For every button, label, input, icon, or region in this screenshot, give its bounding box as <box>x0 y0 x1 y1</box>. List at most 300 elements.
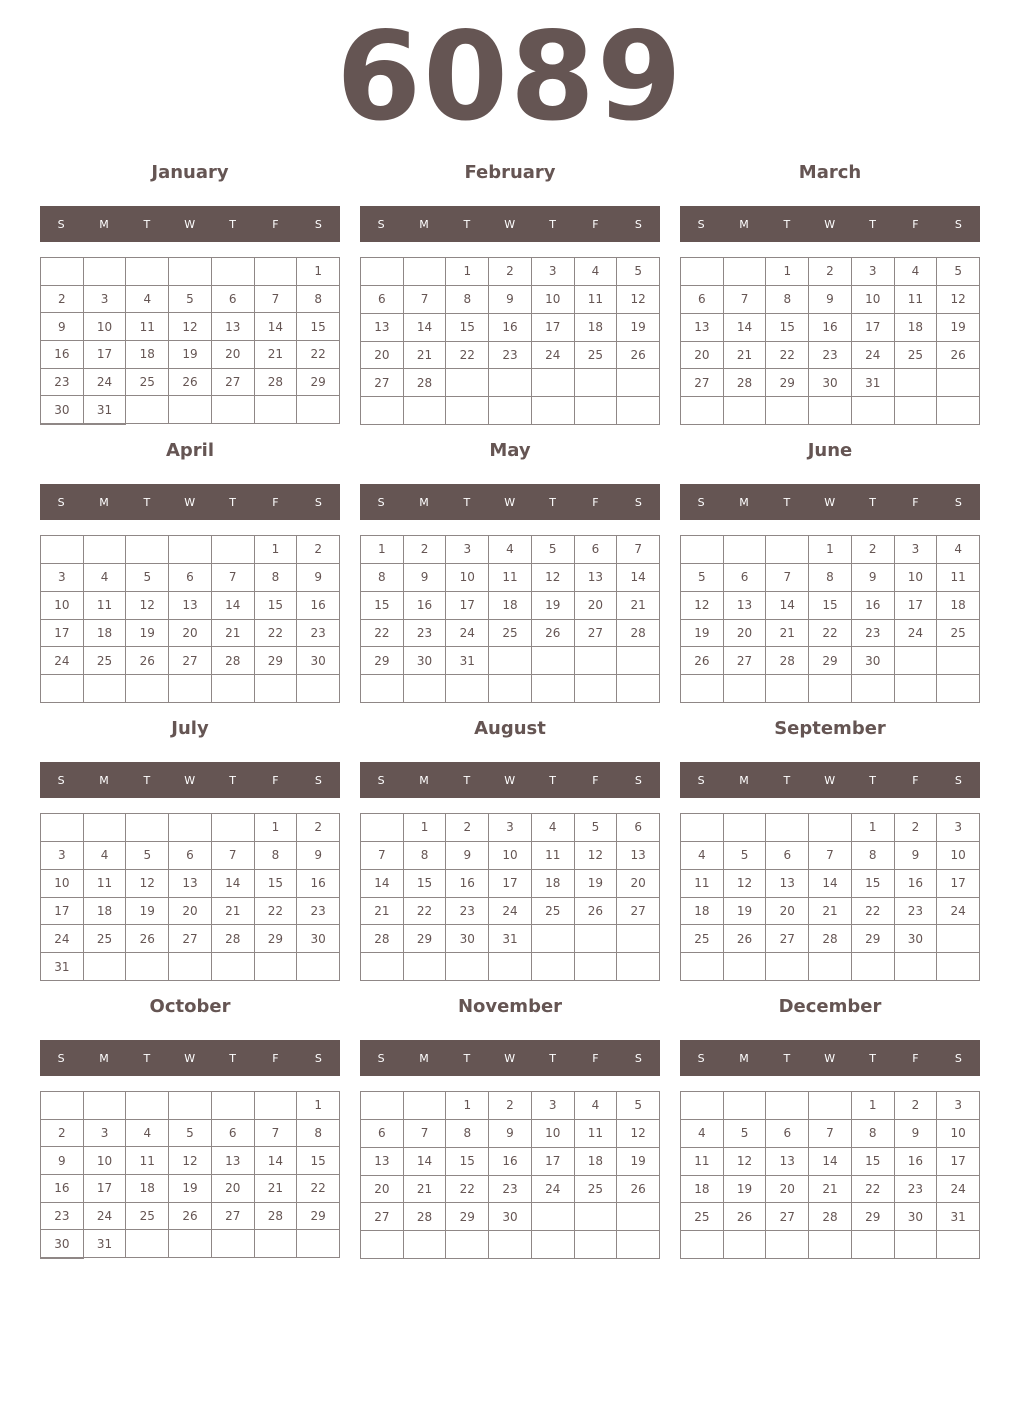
day-cell <box>84 424 127 425</box>
day-cell: 30 <box>446 925 489 953</box>
day-cell: 31 <box>84 396 127 424</box>
day-cell: 1 <box>361 536 404 564</box>
day-cell: 22 <box>852 1176 895 1204</box>
weekday-header <box>40 762 340 798</box>
day-cell: 23 <box>446 898 489 926</box>
day-cell <box>895 1231 938 1259</box>
day-cell <box>126 1230 169 1258</box>
day-cell: 23 <box>297 620 340 648</box>
day-cell: 16 <box>852 592 895 620</box>
day-cell: 4 <box>532 814 575 842</box>
day-grid <box>680 535 980 703</box>
day-cell <box>361 258 404 286</box>
day-cell: 14 <box>809 870 852 898</box>
day-cell: 25 <box>575 342 618 370</box>
day-cell: 19 <box>532 592 575 620</box>
day-cell <box>489 397 532 425</box>
day-cell: 16 <box>489 1148 532 1176</box>
day-cell: 8 <box>297 1120 340 1148</box>
month-april <box>40 439 340 703</box>
day-cell: 17 <box>41 898 84 926</box>
day-cell: 22 <box>404 898 447 926</box>
day-cell <box>41 424 84 425</box>
day-cell: 1 <box>852 1092 895 1120</box>
day-cell: 11 <box>681 870 724 898</box>
day-cell <box>532 647 575 675</box>
day-cell: 3 <box>446 536 489 564</box>
weekday-label: W <box>824 1051 836 1065</box>
day-cell <box>617 953 660 981</box>
day-cell <box>169 814 212 842</box>
day-cell: 16 <box>489 314 532 342</box>
day-cell: 15 <box>852 1148 895 1176</box>
day-cell: 1 <box>297 258 340 286</box>
day-cell <box>681 536 724 564</box>
day-cell <box>766 1092 809 1120</box>
day-cell <box>255 258 298 286</box>
weekday-label: F <box>272 495 280 509</box>
day-cell: 30 <box>404 647 447 675</box>
day-cell: 28 <box>766 647 809 675</box>
day-cell: 15 <box>446 314 489 342</box>
day-cell <box>724 536 767 564</box>
day-grid <box>40 257 340 425</box>
day-cell: 14 <box>766 592 809 620</box>
day-cell <box>809 675 852 703</box>
day-cell: 10 <box>84 1147 127 1175</box>
weekday-header <box>360 206 660 242</box>
weekday-label: M <box>419 495 430 509</box>
day-grid <box>40 1091 340 1259</box>
weekday-label: S <box>57 773 66 787</box>
day-cell: 23 <box>895 898 938 926</box>
day-cell <box>489 369 532 397</box>
day-cell <box>895 397 938 425</box>
day-cell: 18 <box>489 592 532 620</box>
day-cell: 29 <box>255 647 298 675</box>
day-cell: 12 <box>724 870 767 898</box>
day-cell <box>84 258 127 286</box>
day-cell: 16 <box>41 341 84 369</box>
month-name: May <box>489 440 531 461</box>
day-cell: 12 <box>617 286 660 314</box>
day-cell <box>84 953 127 981</box>
weekday-label: S <box>314 1051 323 1065</box>
day-cell: 13 <box>617 842 660 870</box>
day-cell: 25 <box>937 620 980 648</box>
day-cell <box>255 1230 298 1258</box>
day-cell <box>212 396 255 424</box>
day-cell: 9 <box>41 1147 84 1175</box>
day-cell: 6 <box>681 286 724 314</box>
weekday-label: S <box>954 773 963 787</box>
day-cell: 29 <box>297 1203 340 1231</box>
day-cell <box>532 369 575 397</box>
day-cell: 24 <box>41 647 84 675</box>
weekday-label: S <box>377 773 386 787</box>
day-cell <box>937 369 980 397</box>
day-cell <box>212 675 255 703</box>
day-cell: 6 <box>212 286 255 314</box>
day-cell: 28 <box>404 1203 447 1231</box>
weekday-header <box>40 484 340 520</box>
day-cell: 14 <box>255 1147 298 1175</box>
day-cell: 11 <box>126 1147 169 1175</box>
day-cell: 20 <box>361 342 404 370</box>
weekday-label: M <box>99 1051 110 1065</box>
weekday-label: T <box>869 217 877 231</box>
day-cell: 18 <box>575 1148 618 1176</box>
weekday-label: T <box>463 495 471 509</box>
day-cell <box>895 953 938 981</box>
day-cell: 16 <box>404 592 447 620</box>
day-cell <box>297 953 340 981</box>
day-cell <box>84 1092 127 1120</box>
day-cell: 5 <box>937 258 980 286</box>
day-cell: 17 <box>446 592 489 620</box>
day-cell: 19 <box>126 898 169 926</box>
day-cell: 1 <box>852 814 895 842</box>
day-cell: 18 <box>895 314 938 342</box>
day-grid <box>40 535 340 703</box>
day-cell: 27 <box>681 369 724 397</box>
day-cell: 16 <box>895 870 938 898</box>
day-cell <box>681 814 724 842</box>
day-cell: 27 <box>212 1203 255 1231</box>
weekday-header <box>360 762 660 798</box>
day-cell <box>895 675 938 703</box>
day-cell: 10 <box>489 842 532 870</box>
day-cell <box>575 925 618 953</box>
day-cell: 16 <box>446 870 489 898</box>
day-cell: 1 <box>255 814 298 842</box>
day-cell: 3 <box>489 814 532 842</box>
month-name: July <box>171 718 209 739</box>
weekday-label: S <box>954 1051 963 1065</box>
day-cell: 24 <box>41 925 84 953</box>
day-cell <box>446 397 489 425</box>
day-cell <box>404 953 447 981</box>
day-cell <box>361 675 404 703</box>
day-cell <box>532 1203 575 1231</box>
day-cell: 25 <box>84 925 127 953</box>
day-cell <box>937 953 980 981</box>
day-cell: 15 <box>297 313 340 341</box>
month-december <box>680 995 980 1259</box>
day-cell: 25 <box>681 925 724 953</box>
day-cell: 27 <box>361 369 404 397</box>
day-cell: 22 <box>446 342 489 370</box>
weekday-label: S <box>697 495 706 509</box>
day-cell <box>575 647 618 675</box>
day-cell <box>255 1092 298 1120</box>
day-cell: 21 <box>809 1176 852 1204</box>
weekday-header <box>40 1040 340 1076</box>
weekday-label: S <box>954 495 963 509</box>
weekday-label: T <box>463 217 471 231</box>
day-cell: 18 <box>681 1176 724 1204</box>
day-cell <box>937 675 980 703</box>
day-cell <box>724 675 767 703</box>
day-grid <box>680 813 980 981</box>
day-cell: 30 <box>895 1203 938 1231</box>
day-cell: 8 <box>852 1120 895 1148</box>
month-name: November <box>457 996 563 1017</box>
day-cell: 7 <box>361 842 404 870</box>
day-cell: 29 <box>446 1203 489 1231</box>
day-cell: 15 <box>255 592 298 620</box>
day-cell: 2 <box>297 536 340 564</box>
day-cell: 26 <box>724 925 767 953</box>
day-cell: 13 <box>575 564 618 592</box>
day-cell <box>255 675 298 703</box>
day-cell: 5 <box>126 842 169 870</box>
day-cell: 9 <box>895 1120 938 1148</box>
day-cell <box>489 675 532 703</box>
day-cell: 4 <box>489 536 532 564</box>
day-cell: 15 <box>446 1148 489 1176</box>
day-cell: 7 <box>766 564 809 592</box>
day-grid <box>680 257 980 425</box>
day-cell: 22 <box>446 1176 489 1204</box>
day-cell <box>617 925 660 953</box>
month-name: March <box>798 162 862 183</box>
day-cell: 15 <box>361 592 404 620</box>
day-cell: 30 <box>489 1203 532 1231</box>
day-cell: 3 <box>84 286 127 314</box>
weekday-label: T <box>463 1051 471 1065</box>
day-cell <box>852 675 895 703</box>
day-cell: 18 <box>681 898 724 926</box>
day-cell: 20 <box>617 870 660 898</box>
day-cell: 10 <box>532 286 575 314</box>
day-cell: 26 <box>575 898 618 926</box>
day-cell: 26 <box>126 925 169 953</box>
day-cell: 9 <box>895 842 938 870</box>
day-cell: 17 <box>937 870 980 898</box>
day-cell: 1 <box>446 1092 489 1120</box>
day-cell: 21 <box>255 1175 298 1203</box>
day-cell: 9 <box>404 564 447 592</box>
month-name: January <box>151 162 229 183</box>
day-cell: 24 <box>532 1176 575 1204</box>
day-cell: 27 <box>724 647 767 675</box>
day-cell <box>681 397 724 425</box>
day-cell: 2 <box>895 814 938 842</box>
day-cell: 8 <box>446 1120 489 1148</box>
weekday-header <box>360 1040 660 1076</box>
day-cell <box>361 814 404 842</box>
month-name: December <box>778 996 882 1017</box>
day-cell: 28 <box>809 1203 852 1231</box>
day-cell: 26 <box>169 369 212 397</box>
day-cell <box>41 814 84 842</box>
month-name: February <box>464 162 556 183</box>
weekday-label: M <box>739 1051 750 1065</box>
day-cell: 24 <box>84 369 127 397</box>
weekday-label: F <box>592 773 600 787</box>
day-cell: 3 <box>41 564 84 592</box>
day-cell <box>41 1092 84 1120</box>
weekday-label: T <box>229 773 237 787</box>
day-cell <box>532 1231 575 1259</box>
day-cell: 8 <box>809 564 852 592</box>
day-cell: 7 <box>255 1120 298 1148</box>
weekday-label: M <box>419 217 430 231</box>
month-november <box>360 995 660 1259</box>
day-cell <box>937 647 980 675</box>
month-name: August <box>474 718 546 739</box>
day-cell: 24 <box>446 620 489 648</box>
day-cell: 10 <box>446 564 489 592</box>
day-cell: 2 <box>852 536 895 564</box>
day-cell: 25 <box>126 369 169 397</box>
day-cell <box>126 675 169 703</box>
day-cell: 22 <box>297 341 340 369</box>
day-cell: 26 <box>937 342 980 370</box>
day-cell: 5 <box>169 1120 212 1148</box>
day-cell: 20 <box>575 592 618 620</box>
day-cell <box>41 536 84 564</box>
day-cell: 1 <box>404 814 447 842</box>
weekday-label: F <box>272 773 280 787</box>
day-cell: 27 <box>169 925 212 953</box>
day-cell: 13 <box>361 314 404 342</box>
day-cell: 11 <box>575 286 618 314</box>
day-cell: 16 <box>297 592 340 620</box>
day-cell: 22 <box>809 620 852 648</box>
day-cell: 29 <box>404 925 447 953</box>
day-cell <box>809 1092 852 1120</box>
day-cell: 8 <box>446 286 489 314</box>
day-cell: 17 <box>852 314 895 342</box>
day-cell: 18 <box>126 341 169 369</box>
day-cell <box>169 1230 212 1258</box>
day-cell: 16 <box>809 314 852 342</box>
weekday-header <box>360 484 660 520</box>
day-cell: 23 <box>297 898 340 926</box>
weekday-label: W <box>504 773 516 787</box>
day-cell <box>212 258 255 286</box>
day-cell <box>575 953 618 981</box>
day-cell: 24 <box>489 898 532 926</box>
day-cell <box>766 953 809 981</box>
weekday-label: W <box>824 495 836 509</box>
day-cell: 3 <box>937 814 980 842</box>
day-cell: 19 <box>617 1148 660 1176</box>
day-cell <box>766 536 809 564</box>
weekday-label: F <box>592 495 600 509</box>
day-cell <box>126 953 169 981</box>
weekday-header <box>680 1040 980 1076</box>
day-cell: 4 <box>126 1120 169 1148</box>
weekday-label: W <box>184 495 196 509</box>
day-cell: 3 <box>852 258 895 286</box>
day-cell: 6 <box>766 842 809 870</box>
day-cell <box>126 814 169 842</box>
day-cell: 26 <box>617 342 660 370</box>
day-cell <box>617 369 660 397</box>
day-cell <box>297 675 340 703</box>
weekday-label: F <box>912 495 920 509</box>
day-cell <box>41 258 84 286</box>
day-cell: 31 <box>937 1203 980 1231</box>
day-cell: 15 <box>766 314 809 342</box>
day-cell: 20 <box>766 898 809 926</box>
day-cell <box>852 1231 895 1259</box>
day-cell: 8 <box>255 564 298 592</box>
day-cell: 30 <box>895 925 938 953</box>
weekday-label: T <box>869 1051 877 1065</box>
day-cell <box>169 258 212 286</box>
day-cell: 1 <box>809 536 852 564</box>
day-cell: 29 <box>766 369 809 397</box>
day-cell: 29 <box>361 647 404 675</box>
month-name: June <box>807 440 853 461</box>
day-cell: 30 <box>809 369 852 397</box>
day-cell: 12 <box>681 592 724 620</box>
day-cell: 21 <box>255 341 298 369</box>
day-cell: 8 <box>852 842 895 870</box>
day-cell: 21 <box>404 342 447 370</box>
weekday-label: M <box>419 1051 430 1065</box>
day-cell: 12 <box>617 1120 660 1148</box>
weekday-label: S <box>697 217 706 231</box>
day-cell <box>937 925 980 953</box>
day-cell: 7 <box>809 842 852 870</box>
weekday-label: F <box>272 217 280 231</box>
day-cell <box>446 675 489 703</box>
day-cell <box>809 814 852 842</box>
day-cell: 1 <box>766 258 809 286</box>
day-cell: 1 <box>297 1092 340 1120</box>
day-cell: 16 <box>297 870 340 898</box>
day-cell: 28 <box>255 369 298 397</box>
day-cell <box>404 1231 447 1259</box>
day-cell <box>852 953 895 981</box>
day-cell: 14 <box>255 313 298 341</box>
weekday-label: T <box>549 1051 557 1065</box>
weekday-header <box>680 762 980 798</box>
day-cell <box>575 1231 618 1259</box>
weekday-label: S <box>57 495 66 509</box>
day-cell <box>617 647 660 675</box>
day-grid <box>360 535 660 703</box>
day-cell: 25 <box>84 647 127 675</box>
weekday-label: T <box>143 773 151 787</box>
weekday-label: S <box>697 773 706 787</box>
weekday-label: M <box>739 773 750 787</box>
weekday-label: W <box>504 495 516 509</box>
day-cell: 22 <box>255 898 298 926</box>
day-cell: 14 <box>809 1148 852 1176</box>
day-cell: 2 <box>489 258 532 286</box>
weekday-label: W <box>504 1051 516 1065</box>
day-cell: 30 <box>297 647 340 675</box>
weekday-header <box>680 206 980 242</box>
weekday-label: T <box>869 773 877 787</box>
day-cell: 18 <box>575 314 618 342</box>
day-cell: 30 <box>297 925 340 953</box>
weekday-label: T <box>143 217 151 231</box>
day-cell: 9 <box>297 564 340 592</box>
day-cell: 26 <box>532 620 575 648</box>
day-cell: 24 <box>937 1176 980 1204</box>
day-cell: 31 <box>489 925 532 953</box>
day-cell: 20 <box>766 1176 809 1204</box>
day-cell: 3 <box>937 1092 980 1120</box>
day-cell: 1 <box>446 258 489 286</box>
